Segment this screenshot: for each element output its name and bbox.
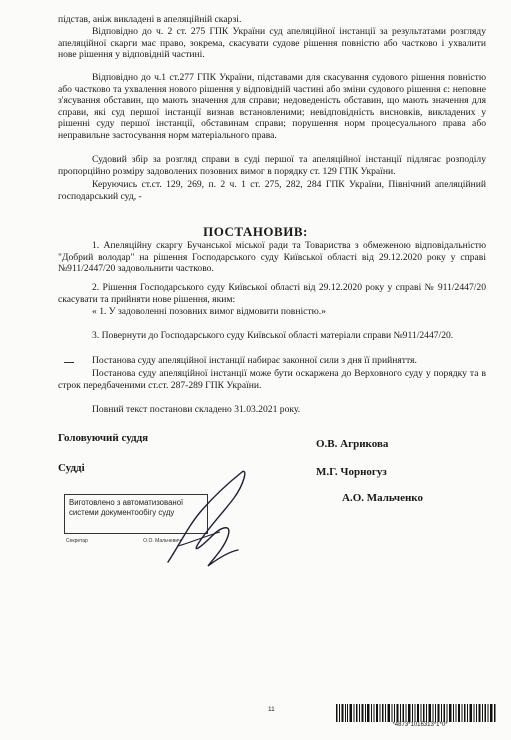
resolution-title: ПОСТАНОВИВ: [203, 224, 308, 239]
resolution-item-2: 2. Рішення Господарського суду Київської області від 29.12.2020 року у справі № 911/2447/20 скасувати та прийняти нове рішення, яким: [58, 282, 486, 305]
judge-name-2: А.О. Мальченко [342, 492, 423, 504]
presiding-judge-name: О.В. Агрикова [316, 438, 389, 450]
full-text-date: Повний текст постанови складено 31.03.2021 року. [92, 404, 301, 415]
barcode-number: *4873*1016313*1*0* [392, 722, 448, 728]
resolution-item-2-quote: « 1. У задоволенні позовних вимог відмовити повністю.» [92, 306, 326, 317]
stamp-secretary-label: Секретар [66, 538, 88, 544]
judges-label: Судді [58, 462, 85, 474]
paragraph-court-fee: Судовий збір за розгляд справи в суді першої та апеляційної інстанції підлягає розподілу пропорційно розміру задоволених позовних вимог в порядку ст. 129 ГПК України. [58, 154, 486, 177]
resolution-effective: Постанова суду апеляційної інстанції набирає законної сили з дня її прийняття. [92, 355, 417, 366]
paragraph-article-277: Відповідно до ч.1 ст.277 ГПК України, підставами для скасування судового рішення повністю або частково та ухвалення нового рішення у відповідній частині або зміни судового рішення є: неповне з'ясування обставин, що мають значення для справи; недоведеність обставин, що мають значення для справи, які суд першої інстанції визнав встановленими; невідповідність висновків, викладених у рішенні суду першої інстанції, обставинам справи; порушення норм процесуального права або неправильне застосування норм матеріального права. [58, 72, 486, 141]
resolution-appeal: Постанова суду апеляційної інстанції може бути оскаржена до Верховного суду у порядку та в строк передбаченими ст.ст. 287-289 ГПК України. [58, 368, 486, 391]
barcode-icon [336, 704, 496, 722]
stamp-line-2: системи документообігу суду [69, 507, 175, 517]
paragraph-guided-by: Керуючись ст.ст. 129, 269, п. 2 ч. 1 ст. 275, 282, 284 ГПК України, Північний апеляційний господарський суд, - [58, 179, 486, 202]
judge-name-1: М.Г. Чорногуз [316, 466, 387, 478]
presiding-judge-label: Головуючий суддя [58, 432, 149, 444]
paragraph-intro: підстав, аніж викладені в апеляційній скарзі. [58, 14, 242, 25]
stamp-line-1: Виготовлено з автоматизованої [69, 498, 184, 507]
stamp-secretary-name: О.О. Мальчевич [143, 538, 181, 544]
resolution-item-1: 1. Апеляційну скаргу Бучанської міської ради та Товариства з обмеженою відповідальністю "Добрий володар" на рішення Господарського суду Київської області від 29.12.2020 року у справі №911/2447/20 задовольнити частково. [58, 240, 486, 275]
paragraph-article-275: Відповідно до ч. 2 ст. 275 ГПК України суд апеляційної інстанції за результатами розгляду апеляційної скарги має право, зокрема, скасувати судове рішення повністю або частково і ухвалити нове рішення у відповідній частині. [58, 26, 486, 61]
page-number: 11 [268, 706, 275, 713]
handwritten-signature [158, 466, 256, 576]
resolution-item-3: 3. Повернути до Господарського суду Київської області матеріали справи №911/2447/20. [92, 330, 454, 341]
